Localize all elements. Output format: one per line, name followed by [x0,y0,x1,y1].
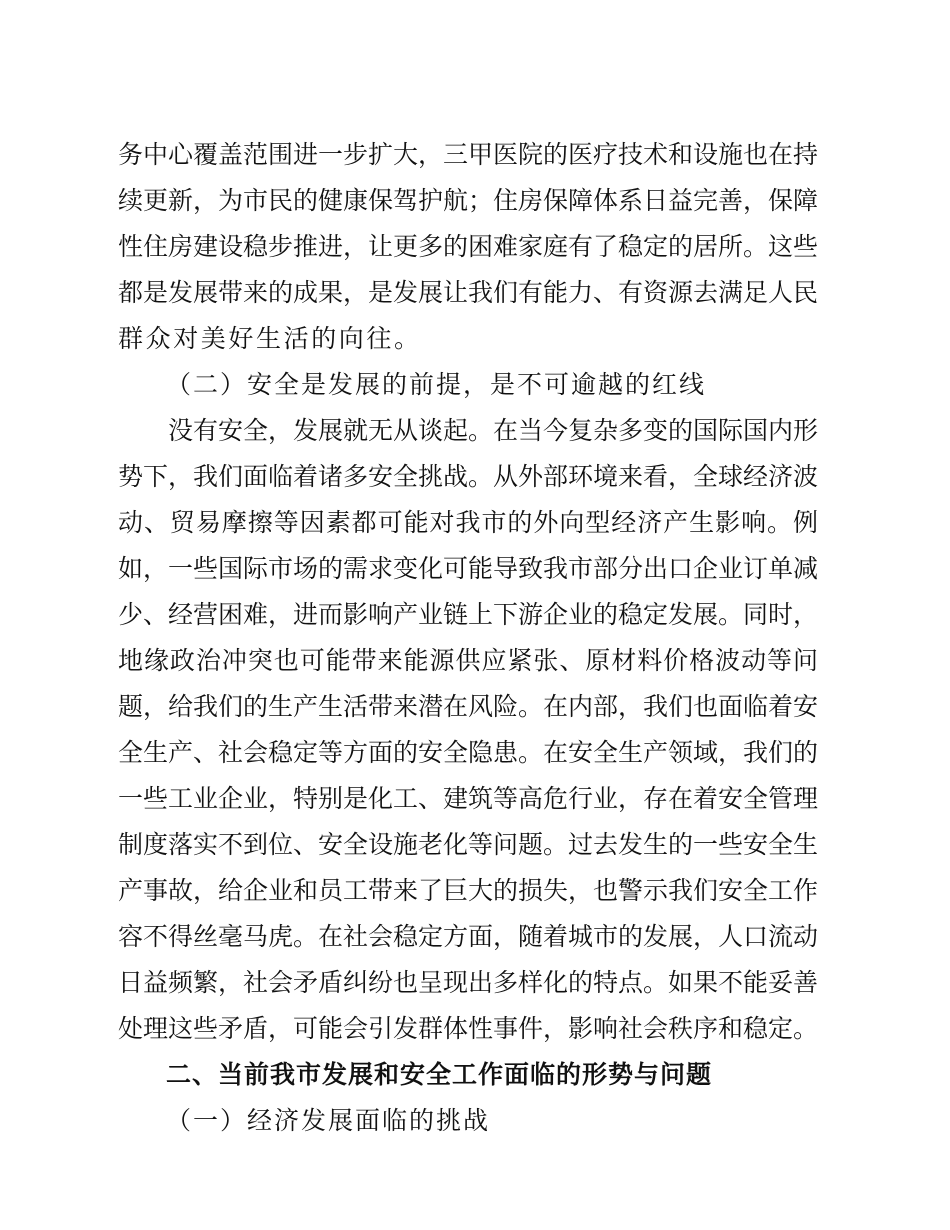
paragraph-line: 一些工业企业，特别是化工、建筑等高危行业，存在着安全管理 [118,784,819,813]
paragraph-line: 务中心覆盖范围进一步扩大，三甲医院的医疗技术和设施也在持 [118,140,819,169]
paragraph-line: 全生产、社会稳定等方面的安全隐患。在安全生产领域，我们的 [118,738,819,767]
paragraph-line: 容不得丝毫马虎。在社会稳定方面，随着城市的发展，人口流动 [118,922,819,951]
paragraph-line: 续更新，为市民的健康保驾护航；住房保障体系日益完善，保障 [118,186,819,215]
paragraph-line: 没有安全，发展就无从谈起。在当今复杂多变的国际国内形 [168,416,819,445]
paragraph-line: 性住房建设稳步推进，让更多的困难家庭有了稳定的居所。这些 [118,232,819,261]
paragraph-line: 地缘政治冲突也可能带来能源供应紧张、原材料价格波动等问 [118,646,818,675]
paragraph-line: 如，一些国际市场的需求变化可能导致我市部分出口企业订单减 [118,554,819,583]
paragraph-line: 少、经营困难，进而影响产业链上下游企业的稳定发展。同时， [118,600,819,629]
paragraph-line: 群众对美好生活的向往。 [118,324,422,353]
section-heading: （二）安全是发展的前提，是不可逾越的红线 [166,370,707,399]
paragraph-line: 都是发展带来的成果，是发展让我们有能力、有资源去满足人民 [118,278,819,307]
paragraph-line: 题，给我们的生产生活带来潜在风险。在内部，我们也面临着安 [118,692,819,721]
paragraph-line: 制度落实不到位、安全设施老化等问题。过去发生的一些安全生 [118,830,819,859]
chapter-heading: 二、当前我市发展和安全工作面临的形势与问题 [166,1060,713,1089]
paragraph-line: 动、贸易摩擦等因素都可能对我市的外向型经济产生影响。例 [118,508,818,537]
paragraph-line: 势下，我们面临着诸多安全挑战。从外部环境来看，全球经济波 [118,462,819,491]
paragraph-line: 产事故，给企业和员工带来了巨大的损失，也警示我们安全工作 [118,876,819,905]
section-heading: （一）经济发展面临的挑战 [166,1106,491,1135]
paragraph-line: 日益频繁，社会矛盾纠纷也呈现出多样化的特点。如果不能妥善 [118,968,819,997]
paragraph-line: 处理这些矛盾，可能会引发群体性事件，影响社会秩序和稳定。 [118,1014,819,1043]
